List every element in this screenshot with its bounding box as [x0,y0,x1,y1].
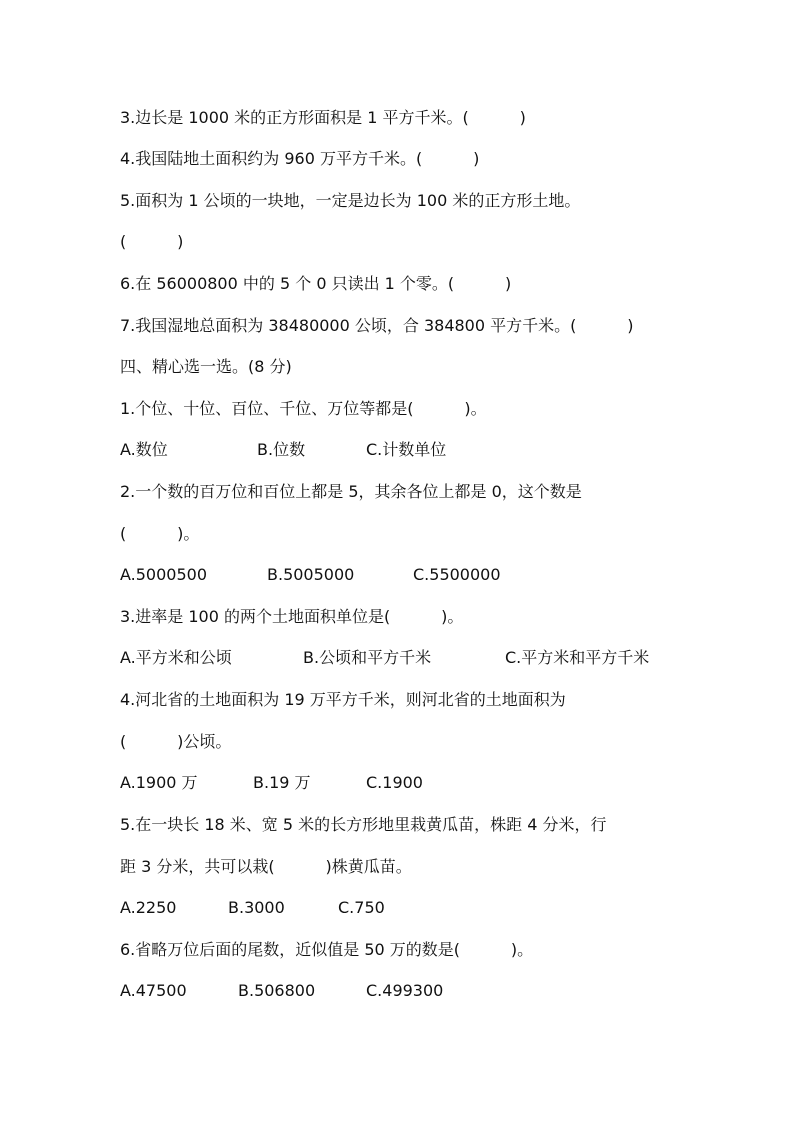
choice-question-3-options [120,647,680,669]
option-c: C.平方米和平方千米 [505,648,650,667]
option-b: B.19 万 [253,773,311,792]
choice-question-4-options [120,772,680,794]
choice-question-2-options [120,564,680,586]
option-a: A.数位 [120,440,168,459]
choice-question-5-cont: 距 3 分米，共可以栽( )株黄瓜苗。 [120,857,412,876]
option-a: A.5000500 [120,565,208,584]
judge-question-3: 3.边长是 1000 米的正方形面积是 1 平方千米。( ) [120,108,526,127]
choice-question-2: 2.一个数的百万位和百位上都是 5，其余各位上都是 0，这个数是 [120,482,582,501]
option-b: B.5005000 [267,565,355,584]
judge-question-5-blank: ( ) [120,232,184,251]
judge-question-5: 5.面积为 1 公顷的一块地，一定是边长为 100 米的正方形土地。 [120,191,581,210]
option-a: A.2250 [120,898,177,917]
choice-question-2-blank: ( )。 [120,524,200,543]
section-heading-choose: 四、精心选一选。(8 分) [120,357,292,376]
judge-question-4: 4.我国陆地土面积约为 960 万平方千米。( ) [120,149,480,168]
choice-question-5: 5.在一块长 18 米、宽 5 米的长方形地里栽黄瓜苗，株距 4 分米，行 [120,815,607,834]
option-a: A.平方米和公顷 [120,648,232,667]
choice-question-6-options [120,980,680,1002]
option-b: B.3000 [228,898,285,917]
choice-question-1: 1.个位、十位、百位、千位、万位等都是( )。 [120,399,487,418]
choice-question-4-blank: ( )公顷。 [120,732,232,751]
option-c: C.1900 [366,773,423,792]
option-c: C.750 [338,898,385,917]
option-a: A.47500 [120,981,187,1000]
judge-question-7: 7.我国湿地总面积为 38480000 公顷，合 384800 平方千米。( ) [120,316,634,335]
option-b: B.位数 [257,440,306,459]
option-b: B.公顷和平方千米 [303,648,432,667]
choice-question-5-options [120,897,680,919]
option-a: A.1900 万 [120,773,198,792]
choice-question-3: 3.进率是 100 的两个土地面积单位是( )。 [120,607,464,626]
choice-question-6: 6.省略万位后面的尾数，近似值是 50 万的数是( )。 [120,940,534,959]
judge-question-6: 6.在 56000800 中的 5 个 0 只读出 1 个零。( ) [120,274,512,293]
option-c: C.499300 [366,981,444,1000]
option-c: C.5500000 [413,565,501,584]
choice-question-1-options [120,439,680,461]
choice-question-4: 4.河北省的土地面积为 19 万平方千米，则河北省的土地面积为 [120,690,566,709]
option-c: C.计数单位 [366,440,447,459]
option-b: B.506800 [238,981,316,1000]
